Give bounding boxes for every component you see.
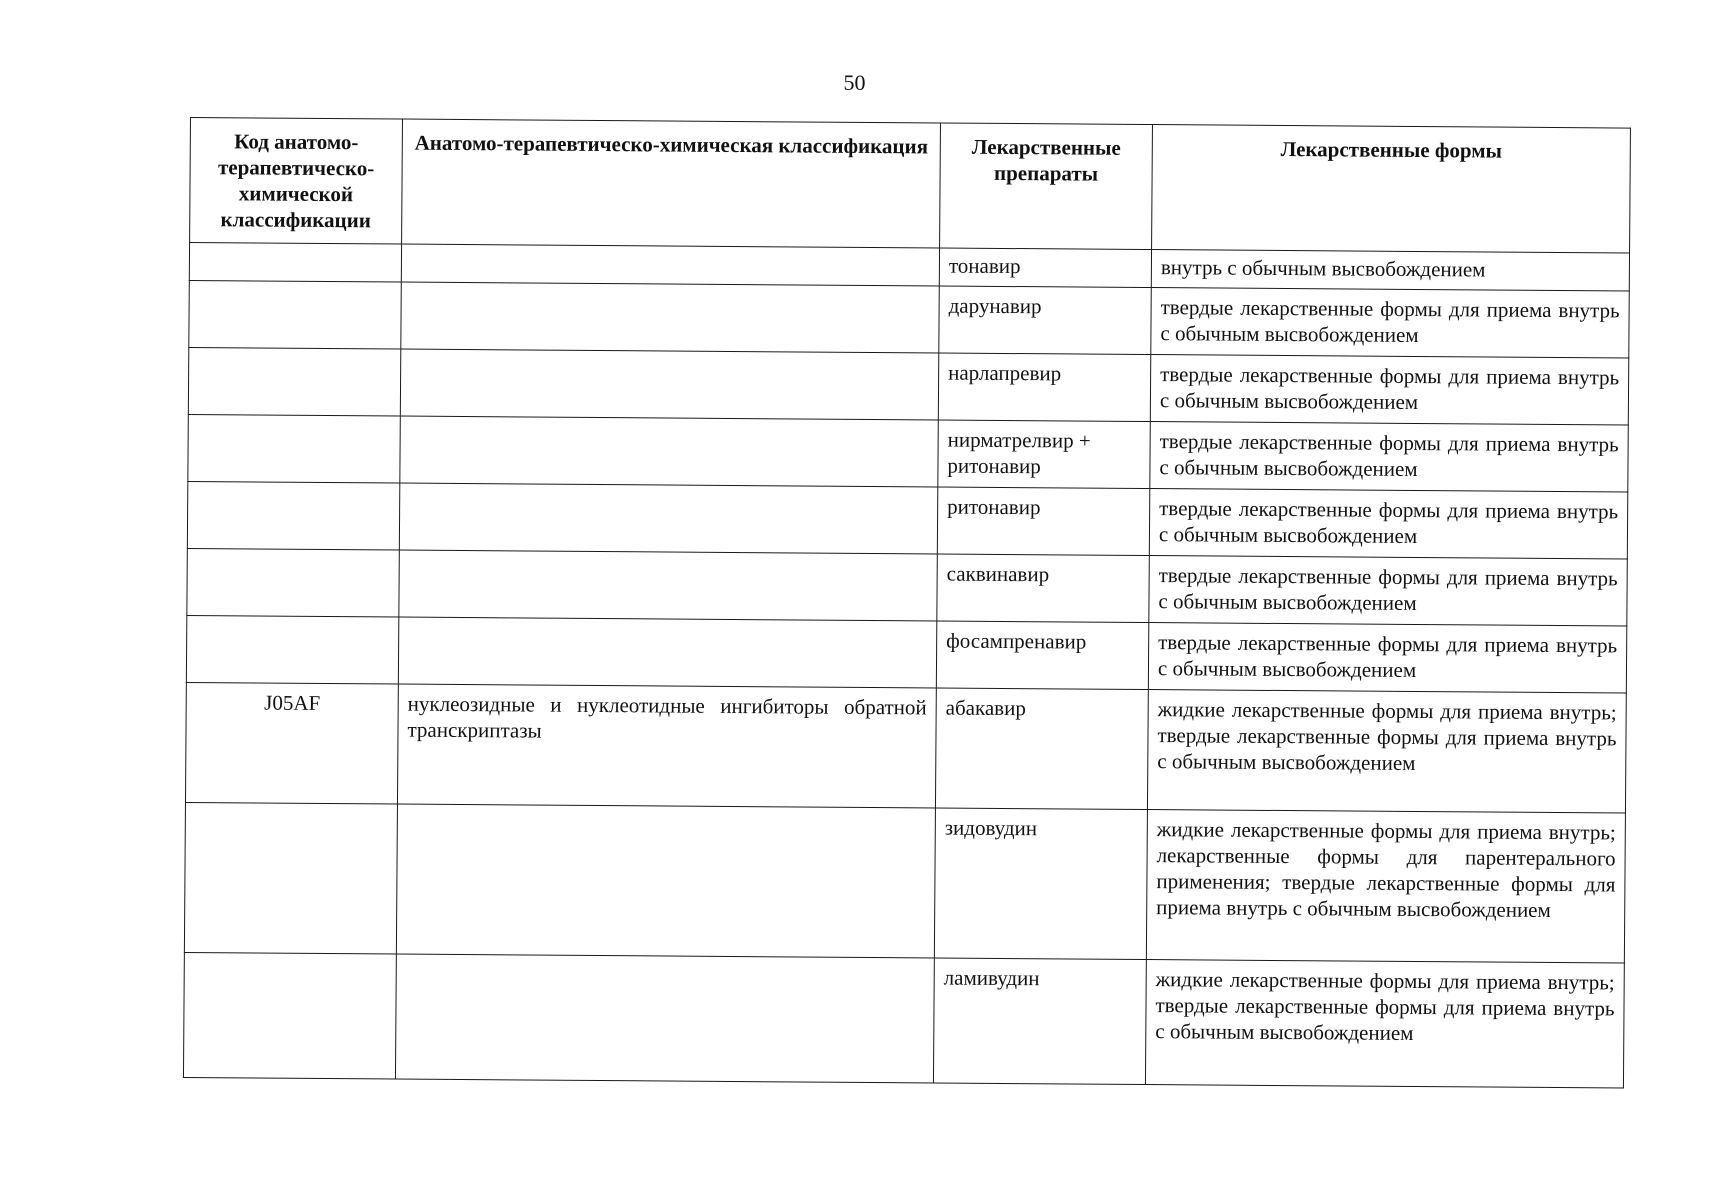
cell-drug: ламивудин [933, 958, 1146, 1085]
table-row [189, 280, 1629, 358]
cell-code [188, 414, 400, 483]
header-drugs: Лекарственные препараты [940, 123, 1153, 250]
cell-drug: фосампренавир [936, 621, 1148, 690]
table-row [188, 414, 1628, 492]
cell-form: внутрь с обычным высвобождением [1151, 250, 1629, 292]
cell-classification [399, 550, 937, 621]
table-row [183, 952, 1624, 1088]
cell-form: твердые лекарственные формы для приема внутрь с обычным высвобождением [1149, 556, 1627, 627]
cell-form: твердые лекарственные формы для приема внутрь с обычным высвобождением [1151, 288, 1629, 359]
cell-form: твердые лекарственные формы для приема внутрь с обычным высвобождением [1148, 623, 1626, 694]
header-atc-classification: Анатомо-терапевтическо-химическая классификация [402, 119, 941, 248]
cell-form: твердые лекарственные формы для приема внутрь с обычным высвобождением [1150, 422, 1628, 493]
cell-code [186, 615, 398, 684]
table-row [187, 548, 1627, 626]
cell-code [188, 347, 400, 416]
table-row [185, 682, 1626, 813]
drug-table-container [183, 117, 1630, 1089]
cell-code [189, 280, 401, 349]
table-row [186, 615, 1626, 693]
cell-drug: абакавир [935, 688, 1148, 810]
cell-code: J05AF [185, 682, 398, 804]
cell-classification [396, 804, 935, 958]
cell-classification [401, 244, 939, 286]
cell-form: жидкие лекарственные формы для приема внутрь; лекарственные формы для парентерального применения; твердые лекарственные формы для приема внутрь с обычным высвобождением [1146, 810, 1625, 963]
cell-classification [399, 483, 937, 554]
cell-classification [395, 954, 934, 1083]
page-number: 50 [843, 70, 866, 95]
cell-form: твердые лекарственные формы для приема внутрь с обычным высвобождением [1149, 489, 1627, 560]
cell-drug: тонавир [939, 248, 1151, 288]
cell-code [183, 952, 396, 1079]
cell-classification [398, 617, 936, 688]
cell-drug: дарунавир [939, 286, 1151, 355]
cell-code [187, 548, 399, 617]
cell-classification [401, 282, 939, 353]
cell-classification [400, 416, 938, 487]
cell-drug: ритонавир [937, 487, 1149, 556]
cell-form: жидкие лекарственные формы для приема внутрь; твердые лекарственные формы для приема внутрь с обычным высвобождением [1147, 690, 1626, 814]
cell-classification [400, 349, 938, 420]
cell-code [189, 243, 401, 283]
table-header-row [190, 118, 1631, 254]
cell-form: твердые лекарственные формы для приема внутрь с обычным высвобождением [1150, 355, 1628, 426]
header-atc-code: Код анатомо-терапевтическо-химической классификации [190, 118, 403, 245]
cell-drug: нарлапревир [938, 353, 1150, 422]
cell-drug: саквинавир [937, 554, 1149, 623]
header-dosage-forms: Лекарственные формы [1152, 125, 1631, 254]
cell-code [187, 481, 399, 550]
table-row [188, 347, 1628, 425]
cell-classification: нуклеозидные и нуклеотидные ингибиторы обратной транскриптазы [397, 684, 936, 808]
table-row [187, 481, 1627, 559]
cell-code [184, 802, 397, 954]
cell-drug: нирматрелвир + ритонавир [938, 420, 1150, 489]
table-row [184, 802, 1625, 963]
cell-form: жидкие лекарственные формы для приема внутрь; твердые лекарственные формы для приема внутрь с обычным высвобождением [1145, 960, 1624, 1089]
cell-drug: зидовудин [934, 808, 1147, 960]
drug-classification-table [183, 117, 1631, 1089]
